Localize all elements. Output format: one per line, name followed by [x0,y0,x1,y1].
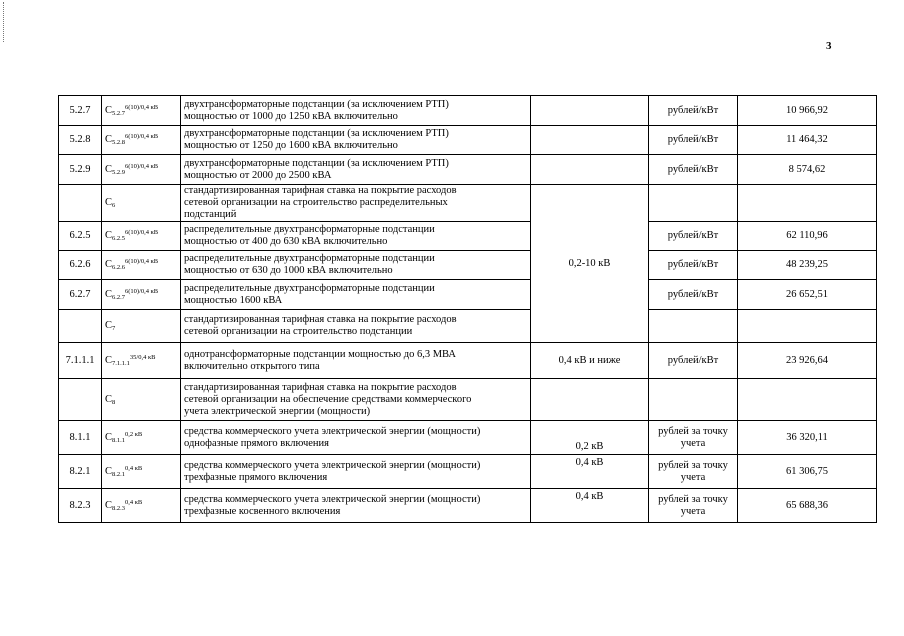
rate-description [181,222,531,251]
rate-code-subscript: 8.2.1 [112,470,126,478]
rate-code [102,222,181,251]
rate-value: 10 966,92 [738,96,877,126]
description-line: стандартизированная тарифная ставка на покрытие расходов [184,314,457,325]
rate-code-subscript: 8.1.1 [112,436,126,444]
rate-code [102,185,181,222]
rate-description [181,343,531,379]
table-row [59,251,877,280]
description-line: подстанций [184,209,237,220]
rate-code-superscript: 6(10)/0,4 кВ [125,162,159,170]
voltage-level: 0,4 кВ [531,489,649,523]
row-number: 8.2.1 [59,455,102,489]
rate-description [181,126,531,155]
description-line: распределительные двухтрансформаторные подстанции [184,224,435,235]
unit-of-measure: рублей/кВт [649,280,738,310]
rate-code-letter: C [105,465,113,477]
voltage-cell-empty [531,96,649,126]
rate-description [181,280,531,310]
rate-code [102,251,181,280]
rate-value: 65 688,36 [738,489,877,523]
unit-of-measure: рублей/кВт [649,251,738,280]
rate-code-subscript: 5.2.9 [112,168,126,176]
row-number [59,379,102,421]
rate-code-letter: C [105,288,113,300]
voltage-level: 0,4 кВ и ниже [531,343,649,379]
rate-code-subscript: 5.2.7 [112,109,126,117]
rate-code-letter: C [105,320,113,331]
table-row [59,489,877,523]
table-row [59,280,877,310]
rate-code-letter: C [105,230,113,241]
rate-value: 36 320,11 [738,421,877,455]
rate-value: 23 926,64 [738,343,877,379]
voltage-cell-empty [531,126,649,155]
table-row [59,379,877,421]
description-line: сетевой организации на строительство подстанции [184,326,413,337]
description-line: мощностью от 1250 до 1600 кВА включительно [184,140,398,151]
description-line: двухтрансформаторные подстанции (за исключением РТП) [184,128,449,139]
voltage-cell-empty [531,379,649,421]
scan-edge-mark [3,2,5,42]
rate-code-subscript: 6.2.5 [112,235,126,242]
description-line: сетевой организации на обеспечение средствами коммерческого [184,393,472,405]
rate-code-subscript: 6 [112,202,116,209]
rate-code [102,343,181,379]
description-line: распределительные двухтрансформаторные подстанции [184,282,435,294]
row-number: 8.2.3 [59,489,102,523]
voltage-level: 0,2 кВ [531,421,649,455]
unit-of-measure: рублей за точку учета [649,489,738,523]
description-line: средства коммерческого учета электрической энергии (мощности) [184,493,481,505]
table-row [59,455,877,489]
description-line: стандартизированная тарифная ставка на покрытие расходов [184,381,457,393]
rate-code-superscript: 6(10)/0,4 кВ [125,103,159,111]
unit-of-measure [649,379,738,421]
rate-code [102,421,181,455]
rate-code-subscript: 6.2.7 [112,293,126,301]
description-line: стандартизированная тарифная ставка на покрытие расходов [184,185,457,196]
rate-code-subscript: 7.1.1.1 [112,359,130,367]
rate-code-letter: C [105,104,113,116]
description-line: включительно открытого типа [184,360,320,372]
rate-code-superscript: 0,4 кВ [125,498,143,506]
row-number: 7.1.1.1 [59,343,102,379]
rate-description [181,421,531,455]
tariff-table [58,95,877,523]
row-number: 8.1.1 [59,421,102,455]
rate-code-superscript: 6(10)/0,4 кВ [125,133,159,140]
unit-of-measure: рублей/кВт [649,222,738,251]
rate-code-superscript: 6(10)/0,4 кВ [125,258,159,265]
description-line: сетевой организации на строительство распределительных [184,197,448,208]
page-number: 3 [826,40,832,52]
rate-code-letter: C [105,259,113,270]
voltage-level: 0,4 кВ [531,455,649,489]
rate-code-letter: C [105,197,113,208]
description-line: мощностью 1600 кВА [184,294,283,306]
rate-code-letter: C [105,393,113,405]
table-row [59,310,877,343]
rate-code-subscript: 7 [112,325,116,332]
rate-code-superscript: 35/0,4 кВ [129,353,156,361]
rate-code [102,455,181,489]
voltage-cell-empty [531,155,649,185]
description-line: однотрансформаторные подстанции мощностью до 6,3 МВА [184,348,456,360]
description-line: учета электрической энергии (мощности) [184,405,371,417]
description-line: двухтрансформаторные подстанции (за исключением РТП) [184,98,449,110]
unit-of-measure: рублей/кВт [649,126,738,155]
rate-description [181,489,531,523]
rate-value [738,379,877,421]
rate-value: 11 464,32 [738,126,877,155]
rate-description [181,96,531,126]
unit-of-measure: рублей/кВт [649,155,738,185]
description-line: мощностью от 2000 до 2500 кВА [184,169,332,181]
description-line: двухтрансформаторные подстанции (за исключением РТП) [184,157,449,169]
unit-of-measure [649,185,738,222]
rate-code-superscript: 6(10)/0,4 кВ [125,229,159,236]
unit-of-measure [649,310,738,343]
rate-code-subscript: 5.2.8 [112,139,126,146]
rate-code-superscript: 0,2 кВ [125,430,143,438]
description-line: средства коммерческого учета электрической энергии (мощности) [184,459,481,471]
table-row [59,126,877,155]
rate-value [738,310,877,343]
rate-description [181,155,531,185]
rate-code [102,489,181,523]
row-number: 5.2.7 [59,96,102,126]
table-row [59,96,877,126]
row-number: 5.2.8 [59,126,102,155]
rate-value: 61 306,75 [738,455,877,489]
table-row [59,185,877,222]
voltage-range: 0,2-10 кВ [531,185,649,343]
rate-code-letter: C [105,431,113,443]
unit-of-measure: рублей/кВт [649,96,738,126]
rate-code-subscript: 6.2.6 [112,264,126,271]
rate-code-letter: C [105,354,113,366]
row-number: 6.2.6 [59,251,102,280]
rate-code [102,96,181,126]
table-row [59,155,877,185]
table-row [59,343,877,379]
rate-code [102,126,181,155]
rate-value: 48 239,25 [738,251,877,280]
rate-code-letter: C [105,499,113,511]
rate-value: 26 652,51 [738,280,877,310]
row-number: 6.2.7 [59,280,102,310]
rate-code-superscript: 0,4 кВ [125,464,143,472]
table-row [59,421,877,455]
rate-value: 8 574,62 [738,155,877,185]
rate-code-letter: C [105,163,113,175]
row-number: 5.2.9 [59,155,102,185]
description-line: мощностью от 1000 до 1250 кВА включительно [184,110,398,122]
description-line: мощностью от 630 до 1000 кВА включительно [184,265,393,276]
rate-description [181,251,531,280]
rate-description [181,185,531,222]
row-number [59,310,102,343]
description-line: распределительные двухтрансформаторные подстанции [184,253,435,264]
description-line: трехфазные прямого включения [184,471,328,483]
rate-code-letter: C [105,134,113,145]
unit-of-measure: рублей/кВт [649,343,738,379]
rate-value [738,185,877,222]
rate-code [102,379,181,421]
description-line: трехфазные косвенного включения [184,505,341,517]
description-line: мощностью от 400 до 630 кВА включительно [184,236,388,247]
rate-code-subscript: 8.2.3 [112,504,126,512]
rate-code-superscript: 6(10)/0,4 кВ [125,287,159,295]
unit-of-measure: рублей за точку учета [649,421,738,455]
unit-of-measure: рублей за точку учета [649,455,738,489]
rate-description [181,379,531,421]
rate-code-subscript: 8 [112,398,116,406]
row-number: 6.2.5 [59,222,102,251]
row-number [59,185,102,222]
rate-code [102,280,181,310]
rate-value: 62 110,96 [738,222,877,251]
rate-code [102,310,181,343]
rate-code [102,155,181,185]
description-line: средства коммерческого учета электрической энергии (мощности) [184,425,481,437]
table-row [59,222,877,251]
description-line: однофазные прямого включения [184,437,329,449]
rate-description [181,310,531,343]
rate-description [181,455,531,489]
